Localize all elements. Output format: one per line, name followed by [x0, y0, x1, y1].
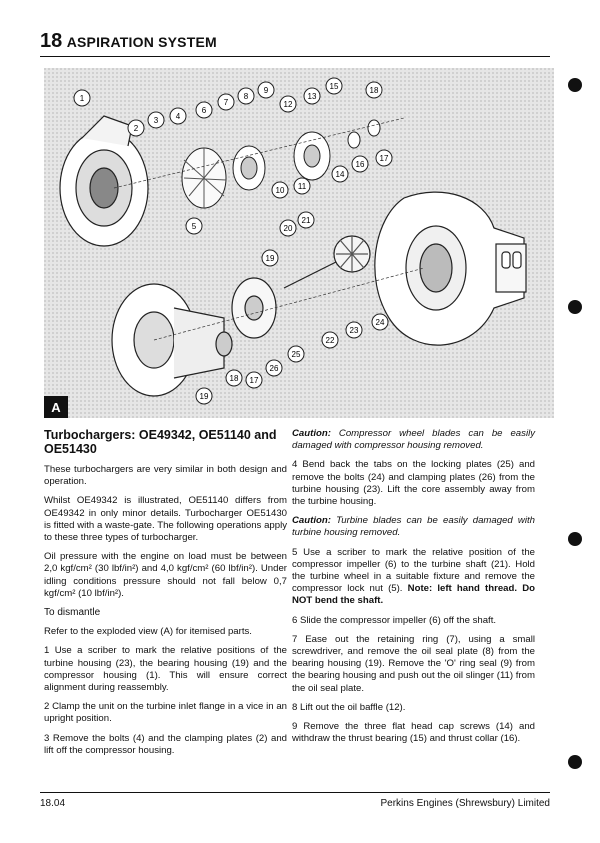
compressor-impeller-drawing — [182, 148, 226, 208]
callout-26 — [266, 360, 282, 376]
svg-text:4: 4 — [175, 112, 181, 121]
binder-hole-icon — [568, 532, 582, 546]
step: Refer to the exploded view (A) for itemised parts. — [44, 626, 252, 638]
step: 7 Ease out the retaining ring (7), using a small screwdriver, and remove the oil seal plate (8) from the bearing housing (19). Remove the 'O' ring seal (9) from the bearing housing and push out the oil slinger (11) from the oil seal plate. — [292, 633, 535, 694]
svg-text:18: 18 — [229, 374, 239, 383]
paragraph: These turbochargers are very similar in both design and operation. — [44, 464, 287, 488]
caution-text: Turbine blades can be easily damaged with turbine housing removed. — [292, 515, 535, 539]
page-number: 18.04 — [40, 798, 66, 809]
binder-hole-icon — [568, 755, 582, 769]
chapter-title: ASPIRATION SYSTEM — [66, 34, 217, 50]
svg-text:22: 22 — [325, 336, 335, 345]
step-text: 5 Use a scriber to mark the relative position of the compressor impeller (6) to the turbine shaft (21). Hold the turbine wheel in a suitable fixture and remove the compressor lock nut (5). — [292, 546, 535, 595]
callout-18 — [366, 82, 382, 98]
step: 3 Remove the bolts (4) and the clamping plates (2) and lift off the compressor housing. — [44, 732, 287, 756]
svg-text:13: 13 — [307, 92, 317, 101]
callout-1 — [74, 90, 90, 106]
svg-text:8: 8 — [243, 92, 249, 101]
paragraph: Oil pressure with the engine on load must be between 2,0 kgf/cm² (30 lbf/in²) and 4,0 kgf/cm² (60 lbf/in²). Under idling conditions pressure should not fall below 0,7 kgf/cm² (10 lbf/in²). — [44, 551, 287, 599]
svg-text:25: 25 — [291, 350, 301, 359]
step-note: Note: left hand thread. Do NOT bend the shaft. — [292, 583, 535, 607]
step: 1 Use a scriber to mark the relative positions of the turbine housing (23), the bearing housing (19) and the compressor housing (1). This will ensure correct alignment during reassembly. — [44, 645, 287, 694]
svg-text:17: 17 — [249, 376, 259, 385]
callout-14 — [332, 166, 348, 182]
caution-note — [292, 515, 535, 539]
right-column — [292, 428, 535, 752]
callout-5 — [186, 218, 202, 234]
subheading: To dismantle — [44, 607, 101, 619]
callout-10 — [272, 182, 288, 198]
callout-2 — [128, 120, 144, 136]
step: 2 Clamp the unit on the turbine inlet flange in a vice in an upright position. — [44, 701, 287, 725]
caution-label: Caution: — [292, 515, 331, 527]
callout-3 — [148, 112, 164, 128]
publisher: Perkins Engines (Shrewsbury) Limited — [380, 798, 550, 809]
section-heading: Turbochargers: OE49342, OE51140 and OE51430 — [44, 428, 277, 456]
svg-text:20: 20 — [283, 224, 293, 233]
step: 9 Remove the three flat head cap screws (14) and withdraw the thrust bearing (15) and thrust collar (16). — [292, 721, 535, 745]
svg-text:16: 16 — [355, 160, 365, 169]
step — [292, 547, 535, 608]
callout-25 — [288, 346, 304, 362]
callout-15 — [326, 78, 342, 94]
callout-4 — [170, 108, 186, 124]
page-header — [40, 30, 550, 53]
callout-9 — [258, 82, 274, 98]
svg-text:21: 21 — [301, 216, 311, 225]
page-footer — [40, 792, 550, 809]
callout-11 — [294, 178, 310, 194]
svg-text:17: 17 — [379, 154, 389, 163]
callout-8 — [238, 88, 254, 104]
callout-17 — [376, 150, 392, 166]
binder-hole-icon — [568, 78, 582, 92]
callout-24 — [372, 314, 388, 330]
svg-text:14: 14 — [335, 170, 345, 179]
turbocharger-exploded-drawing — [44, 68, 554, 418]
svg-text:19: 19 — [265, 254, 275, 263]
callout-6 — [196, 102, 212, 118]
svg-text:26: 26 — [269, 364, 279, 373]
callout-19 — [262, 250, 278, 266]
chapter-number: 18 — [40, 30, 63, 52]
callout-18 — [226, 370, 242, 386]
caution-text: Compressor wheel blades can be easily damaged with compressor housing removed. — [292, 428, 536, 452]
figure-label: A — [44, 396, 68, 418]
callout-7 — [218, 94, 234, 110]
svg-text:9: 9 — [263, 86, 269, 95]
step: 4 Bend back the tabs on the locking plates (25) and remove the bolts (24) and clamping plates (26) from the turbine housing (23). Lift the core assembly away from the turbine housing. — [292, 459, 535, 508]
callout-19 — [196, 388, 212, 404]
svg-text:15: 15 — [329, 82, 339, 91]
callout-23 — [346, 322, 362, 338]
callout-13 — [304, 88, 320, 104]
binder-hole-icon — [568, 300, 582, 314]
paragraph: Whilst OE49342 is illustrated, OE51140 differs from OE49342 in only minor details. Turbocharger OE51430 is fitted with a waste-gate. The following operations apply to these three types of turbocharger. — [44, 495, 287, 544]
left-column — [44, 428, 287, 764]
svg-text:10: 10 — [275, 186, 285, 195]
svg-text:5: 5 — [191, 222, 197, 231]
callout-16 — [352, 156, 368, 172]
callout-17 — [246, 372, 262, 388]
svg-text:6: 6 — [201, 106, 207, 115]
callout-12 — [280, 96, 296, 112]
header-divider — [40, 56, 550, 57]
callout-21 — [298, 212, 314, 228]
svg-text:11: 11 — [297, 182, 307, 191]
svg-text:18: 18 — [369, 86, 379, 95]
svg-text:2: 2 — [133, 124, 139, 133]
svg-text:3: 3 — [153, 116, 159, 125]
svg-text:23: 23 — [349, 326, 359, 335]
step: 8 Lift out the oil baffle (12). — [292, 701, 406, 713]
svg-text:7: 7 — [223, 98, 229, 107]
svg-text:19: 19 — [199, 392, 209, 401]
svg-text:12: 12 — [283, 100, 293, 109]
callout-22 — [322, 332, 338, 348]
step: 6 Slide the compressor impeller (6) off the shaft. — [292, 614, 497, 626]
caution-note — [292, 428, 535, 452]
caution-label: Caution: — [292, 428, 331, 439]
exploded-view-figure — [44, 68, 554, 418]
svg-text:24: 24 — [375, 318, 385, 327]
callout-20 — [280, 220, 296, 236]
svg-text:1: 1 — [79, 94, 85, 103]
